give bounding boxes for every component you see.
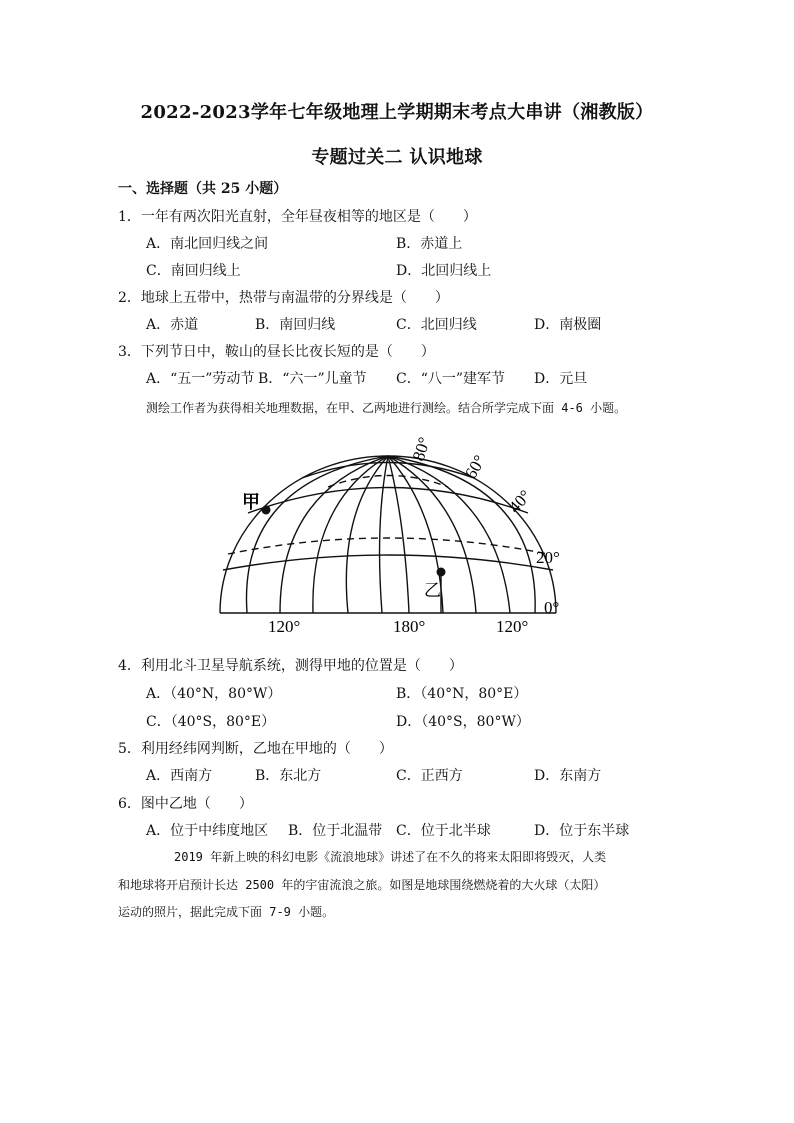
question-5-option-a: A．西南方 <box>146 768 213 784</box>
tropic-dashed-line <box>228 538 548 554</box>
lat-label-20: 20° <box>536 548 560 567</box>
question-3-option-b: B．“六一”儿童节 <box>258 371 367 387</box>
lat-label-80: 80° <box>408 434 435 464</box>
passage-intro-4-6: 测绘工作者为获得相关地理数据，在甲、乙两地进行测绘。结合所学完成下面 4-6 小题。 <box>146 401 627 415</box>
passage-intro-7-9-line-2: 和地球将开启预计长达 2500 年的宇宙流浪之旅。如图是地球围绕燃烧着的大火球（太阳） <box>118 878 606 892</box>
question-2-option-d: D．南极圈 <box>534 317 602 333</box>
question-6-option-c: C．位于北半球 <box>396 823 491 839</box>
question-1-option-b: B．赤道上 <box>396 236 463 252</box>
hemisphere-outline <box>220 456 556 613</box>
question-1-option-c: C．南回归线上 <box>146 263 241 279</box>
lon-label-center: 180° <box>393 617 426 636</box>
question-2-option-b: B．南回归线 <box>255 317 336 333</box>
lat-label-60: 60° <box>461 451 490 482</box>
meridian-line <box>280 456 388 613</box>
lon-label-left: 120° <box>268 617 301 636</box>
question-5-stem: 5．利用经纬网判断，乙地在甲地的（ ） <box>118 741 393 757</box>
page-title: 2022-2023学年七年级地理上学期期末考点大串讲（湘教版） <box>140 102 654 123</box>
meridian-line <box>380 456 388 613</box>
question-6-option-b: B．位于北温带 <box>288 823 383 839</box>
question-3-option-d: D．元旦 <box>534 371 588 387</box>
page-subtitle: 专题过关二 认识地球 <box>311 147 483 168</box>
section-heading: 一、选择题（共 25 小题） <box>118 181 288 197</box>
lat-label-40: 40° <box>504 486 535 517</box>
question-4-option-b: B．（40°N，80°E） <box>396 686 528 702</box>
question-5-option-b: B．东北方 <box>255 768 322 784</box>
meridian-line <box>388 456 535 613</box>
latitude-line-40 <box>248 488 528 514</box>
question-2-option-a: A．赤道 <box>146 317 199 333</box>
question-1-option-d: D．北回归线上 <box>396 263 492 279</box>
question-2-option-c: C．北回归线 <box>396 317 477 333</box>
question-5-option-d: D．东南方 <box>534 768 602 784</box>
question-6-option-d: D．位于东半球 <box>534 823 630 839</box>
polar-circle-dashed-line <box>328 476 448 488</box>
question-3-stem: 3．下列节日中，鞍山的昼长比夜长短的是（ ） <box>118 344 435 360</box>
passage-intro-7-9-line-3: 运动的照片，据此完成下面 7-9 小题。 <box>118 905 335 919</box>
point-jia-label: 甲 <box>242 492 260 512</box>
question-1-option-a: A．南北回归线之间 <box>146 236 269 252</box>
question-5-option-c: C．正西方 <box>396 768 463 784</box>
question-4-option-a: A．（40°N，80°W） <box>146 686 282 702</box>
meridian-line <box>246 456 388 613</box>
question-4-stem: 4．利用北斗卫星导航系统，测得甲地的位置是（ ） <box>118 658 463 674</box>
latitude-line-20 <box>223 555 553 570</box>
lon-label-right: 120° <box>496 617 529 636</box>
question-3-option-a: A．“五一”劳动节 <box>146 371 255 387</box>
lat-lon-grid-figure <box>210 422 590 640</box>
question-6-stem: 6．图中乙地（ ） <box>118 796 253 812</box>
question-1-stem: 1．一年有两次阳光直射，全年昼夜相等的地区是（ ） <box>118 209 477 225</box>
question-3-option-c: C．“八一”建军节 <box>396 371 506 387</box>
question-6-option-a: A．位于中纬度地区 <box>146 823 269 839</box>
lat-label-0: 0° <box>544 598 560 617</box>
question-4-option-d: D．（40°S，80°W） <box>396 714 530 730</box>
point-jia-marker <box>262 506 271 515</box>
question-4-option-c: C．（40°S，80°E） <box>146 714 276 730</box>
question-2-stem: 2．地球上五带中，热带与南温带的分界线是（ ） <box>118 290 449 306</box>
passage-intro-7-9-line-1: 2019 年新上映的科幻电影《流浪地球》讲述了在不久的将来太阳即将毁灭，人类 <box>174 850 607 864</box>
point-yi-label: 乙 <box>424 581 441 600</box>
